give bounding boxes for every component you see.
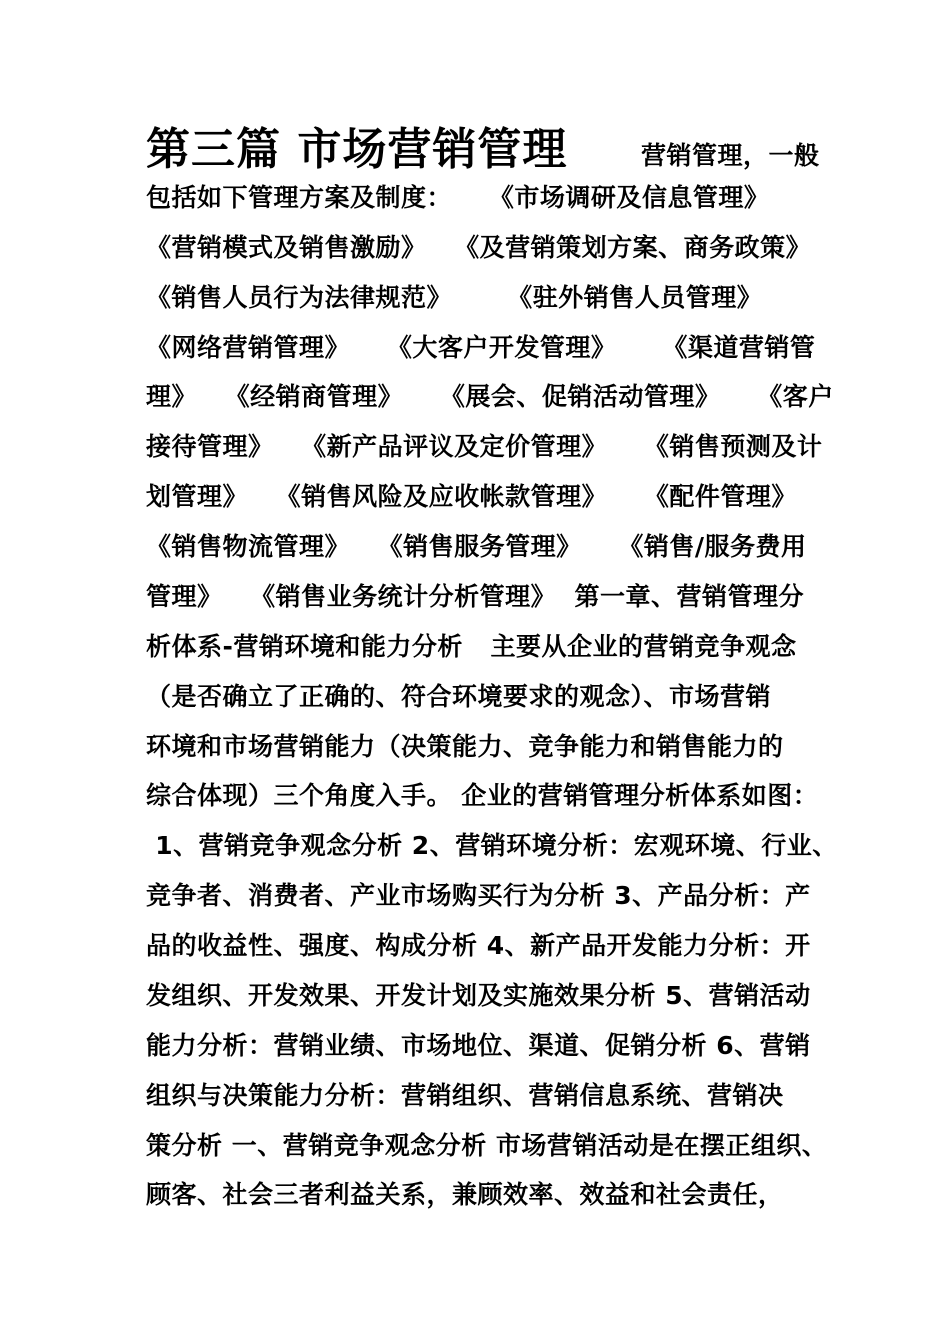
body-line: （是否确立了正确的、符合环境要求的观念）、市场营销 (146, 682, 772, 711)
body-line: 包括如下管理方案及制度： 《市场调研及信息管理》 (146, 183, 770, 212)
body-line: 发组织、开发效果、开发计划及实施效果分析 5、营销活动 (146, 981, 811, 1010)
body-line: 《销售物流管理》 《销售服务管理》 《销售/服务费用 (146, 532, 807, 561)
body-line: 竞争者、消费者、产业市场购买行为分析 3、产品分析：产 (146, 881, 811, 910)
body-line: 环境和市场营销能力（决策能力、竞争能力和销售能力的 (146, 732, 784, 761)
body-line: 组织与决策能力分析：营销组织、营销信息系统、营销决 (146, 1081, 784, 1110)
title-line-text: 营销管理，一般 (567, 141, 820, 170)
body-line: 1、营销竞争观念分析 2、营销环境分析：宏观环境、行业、 (146, 831, 838, 860)
body-line: 综合体现）三个角度入手。 企业的营销管理分析体系如图： (146, 781, 819, 810)
body-line: 析体系-营销环境和能力分析 主要从企业的营销竞争观念 (146, 632, 797, 661)
body-line: 《销售人员行为法律规范》 《驻外销售人员管理》 (146, 283, 763, 312)
body-line: 品的收益性、强度、构成分析 4、新产品开发能力分析：开 (146, 931, 811, 960)
body-line: 《营销模式及销售激励》 《及营销策划方案、商务政策》 (146, 233, 812, 262)
body-line: 理》 《经销商管理》 《展会、促销活动管理》 《客户 (146, 382, 834, 411)
body-line: 能力分析：营销业绩、市场地位、渠道、促销分析 6、营销 (146, 1031, 811, 1060)
body-line: 划管理》 《销售风险及应收帐款管理》 《配件管理》 (146, 482, 797, 511)
page-title: 第三篇 市场营销管理 (146, 124, 568, 175)
body-line: 管理》 《销售业务统计分析管理》 第一章、营销管理分 (146, 582, 805, 611)
body-line: 《网络营销管理》 《大客户开发管理》 《渠道营销管 (146, 333, 816, 362)
body-line: 顾客、社会三者利益关系，兼顾效率、效益和社会责任， (146, 1180, 784, 1209)
title-line (146, 122, 819, 187)
body-line: 接待管理》 《新产品评议及定价管理》 《销售预测及计 (146, 432, 823, 461)
body-line: 策分析 一、营销竞争观念分析 市场营销活动是在摆正组织、 (146, 1131, 828, 1160)
